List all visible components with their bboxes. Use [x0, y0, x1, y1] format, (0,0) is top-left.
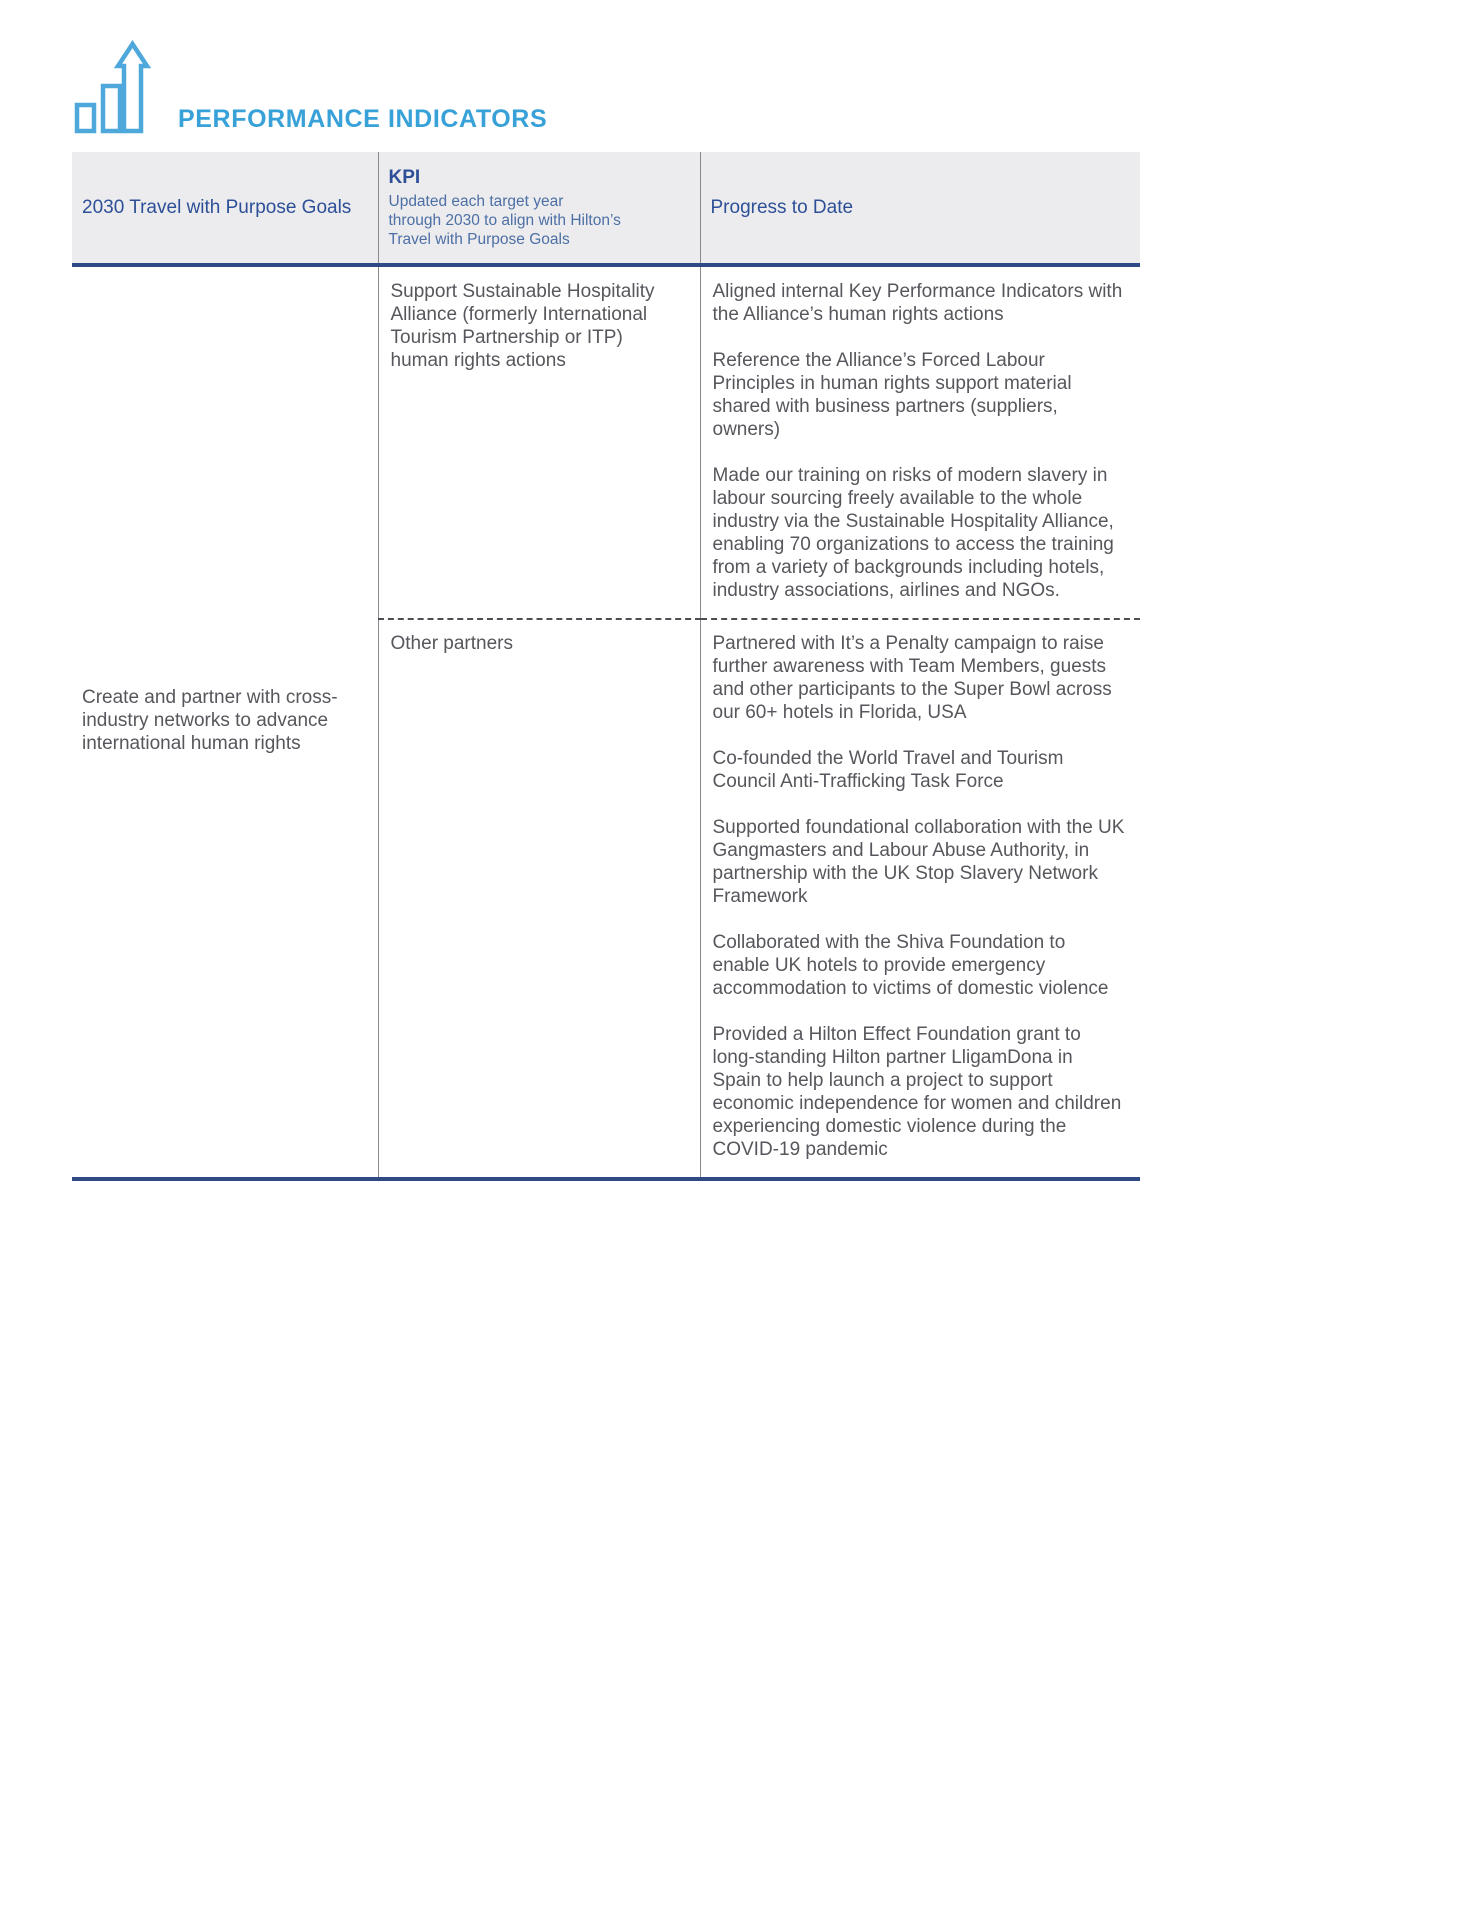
progress-item: Co-founded the World Travel and Tourism Council Anti-Trafficking Task Force — [712, 748, 1064, 792]
progress-item: Collaborated with the Shiva Foundation to enable UK hotels to provide emergency accommodation to victims of domestic violence — [712, 932, 1109, 999]
kpi-text: Support Sustainable Hospitality Alliance (formerly International Tourism Partnership or ITP) human rights actions — [390, 281, 655, 371]
kpi-text: Other partners — [390, 633, 513, 654]
progress-item: Supported foundational collaboration with the UK Gangmasters and Labour Abuse Authority, in partnership with the UK Stop Slavery Network Framework — [712, 817, 1125, 907]
header-kpi-label: KPI — [388, 167, 421, 188]
table-header-row — [72, 152, 1140, 265]
progress-item: Made our training on risks of modern slavery in labour sourcing freely available to the whole industry via the Sustainable Hospitality Alliance, enabling 70 organizations to access the training from a variety of backgrounds including hotels, industry associations, airlines and NGOs. — [712, 465, 1114, 601]
kpi-subtitle-line: Updated each target year — [388, 193, 564, 210]
header-kpi-column — [378, 152, 700, 265]
table-row — [72, 265, 1140, 619]
page-title: PERFORMANCE INDICATORS — [178, 105, 548, 133]
bar-chart-growth-icon — [72, 40, 152, 136]
goal-cell — [72, 265, 378, 1179]
header-kpi-subtitle — [389, 192, 690, 249]
progress-item: Partnered with It’s a Penalty campaign to raise further awareness with Team Members, guests and other participants to the Super Bowl across our 60+ hotels in Florida, USA — [712, 633, 1112, 723]
performance-indicators-table — [72, 152, 1140, 1181]
progress-item: Aligned internal Key Performance Indicators with the Alliance’s human rights actions — [712, 281, 1123, 325]
kpi-subtitle-line: Travel with Purpose Goals — [388, 231, 570, 248]
header-goals-column — [72, 152, 378, 265]
goal-text: Create and partner with cross-industry networks to advance international human rights — [82, 686, 338, 754]
kpi-cell — [378, 619, 700, 1179]
header-progress-label: Progress to Date — [710, 196, 854, 218]
header-progress-column — [700, 152, 1140, 265]
kpi-subtitle-line: through 2030 to align with Hilton’s — [388, 212, 621, 229]
progress-cell — [700, 619, 1140, 1179]
page-header — [72, 40, 1412, 136]
progress-cell — [700, 265, 1140, 619]
header-goals-label: 2030 Travel with Purpose Goals — [82, 196, 352, 218]
progress-item: Reference the Alliance’s Forced Labour Principles in human rights support material shared with business partners (suppliers, owners) — [712, 350, 1072, 440]
kpi-cell — [378, 265, 700, 619]
progress-item: Provided a Hilton Effect Foundation grant to long-standing Hilton partner LligamDona in Spain to help launch a project to support economic independence for women and children experiencing domestic violence during the COVID-19 pandemic — [712, 1024, 1122, 1160]
